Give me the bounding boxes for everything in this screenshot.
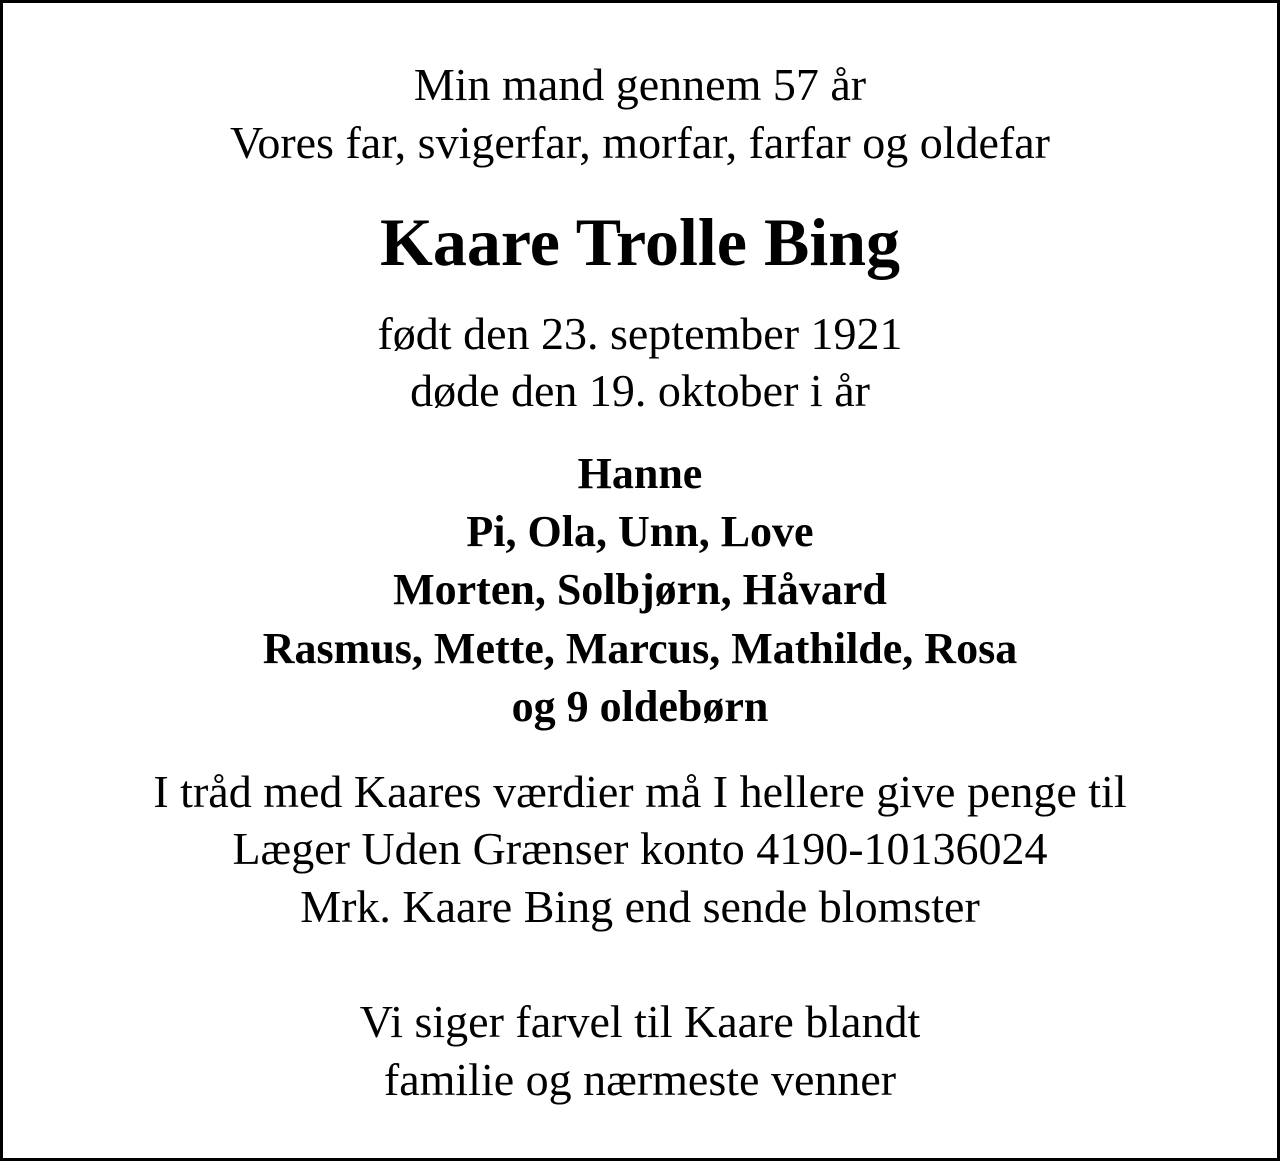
donation-line-2: Læger Uden Grænser konto 4190-10136024 [232, 823, 1048, 874]
farewell-line-2: familie og nærmeste venner [383, 1054, 897, 1105]
intro-line-2: Vores far, svigerfar, morfar, farfar og oldefar [230, 117, 1050, 168]
family-line-3: Morten, Solbjørn, Håvard [393, 565, 887, 614]
farewell-line-1: Vi siger farvel til Kaare blandt [359, 996, 921, 1047]
family-line-2: Pi, Ola, Unn, Love [466, 507, 814, 556]
death-date: døde den 19. oktober i år [410, 365, 870, 416]
family-line-4: Rasmus, Mette, Marcus, Mathilde, Rosa [262, 624, 1018, 673]
donation-line-3: Mrk. Kaare Bing end sende blomster [300, 881, 980, 932]
family-line-1: Hanne [577, 449, 703, 498]
deceased-name: Kaare Trolle Bing [379, 204, 901, 280]
birth-date: født den 23. september 1921 [377, 308, 903, 359]
family-line-5: og 9 oldebørn [511, 682, 769, 731]
donation-line-1: I tråd med Kaares værdier må I hellere give penge til [153, 766, 1127, 817]
intro-line-1: Min mand gennem 57 år [413, 59, 867, 110]
